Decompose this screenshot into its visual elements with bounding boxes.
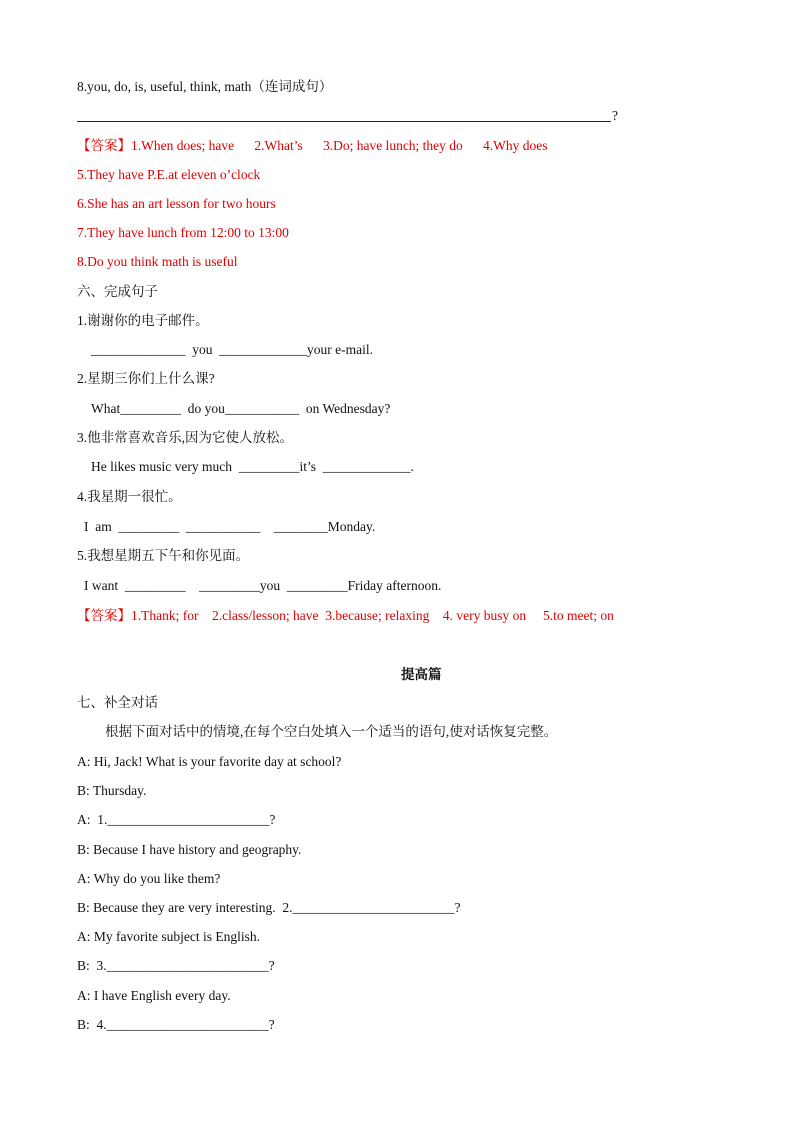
section-6-title: 六、完成句子 [77, 284, 158, 299]
section-7-title: 七、补全对话 [77, 695, 158, 710]
answer-key-1-item-7: 7.They have lunch from 12:00 to 13:00 [77, 225, 289, 240]
sentence-2-chinese: 2.星期三你们上什么课? [77, 371, 215, 386]
dialogue-line: B: Thursday. [77, 783, 147, 798]
answer-key-1-item-8: 8.Do you think math is useful [77, 254, 238, 269]
dialogue-line: B: 4.________________________? [77, 1017, 275, 1032]
section-heading: 提高篇 [401, 667, 442, 682]
answer-line [77, 121, 611, 122]
dialogue-line: A: Hi, Jack! What is your favorite day at school? [77, 754, 342, 769]
sentence-3-chinese: 3.他非常喜欢音乐,因为它使人放松。 [77, 430, 293, 445]
sentence-3-english: He likes music very much _________it’s _____________. [91, 459, 414, 474]
dialogue-line: A: My favorite subject is English. [77, 929, 260, 944]
sentence-5-chinese: 5.我想星期五下午和你见面。 [77, 548, 250, 563]
dialogue-line: B: Because they are very interesting. 2.________________________? [77, 900, 461, 915]
answer-key-1-item-5: 5.They have P.E.at eleven o’clock [77, 167, 261, 182]
sentence-4-english: I am _________ ___________ ________Monday. [84, 519, 376, 534]
dialogue-line: A: I have English every day. [77, 988, 231, 1003]
sentence-2-english: What_________ do you___________ on Wednesday? [91, 401, 391, 416]
dialogue-line: B: 3.________________________? [77, 958, 275, 973]
answer-key-2: 【答案】1.Thank; for 2.class/lesson; have 3.because; relaxing 4. very busy on 5.to meet; on [77, 608, 614, 623]
answer-key-1-item-6: 6.She has an art lesson for two hours [77, 196, 276, 211]
sentence-5-english: I want _________ _________you _________Friday afternoon. [84, 578, 442, 593]
dialogue-line: B: Because I have history and geography. [77, 842, 302, 857]
sentence-4-chinese: 4.我星期一很忙。 [77, 489, 182, 504]
section-7-instructions: 根据下面对话中的情境,在每个空白处填入一个适当的语句,使对话恢复完整。 [105, 724, 558, 739]
sentence-1-chinese: 1.谢谢你的电子邮件。 [77, 313, 209, 328]
answer-key-1: 【答案】1.When does; have 2.What’s 3.Do; have lunch; they do 4.Why does [77, 138, 548, 153]
question-8-end-mark: ? [612, 108, 618, 123]
dialogue-line: A: 1.________________________? [77, 812, 276, 827]
question-8: 8.you, do, is, useful, think, math（连词成句） [77, 79, 333, 94]
sentence-1-english: ______________ you _____________your e-mail. [91, 342, 373, 357]
dialogue-line: A: Why do you like them? [77, 871, 221, 886]
